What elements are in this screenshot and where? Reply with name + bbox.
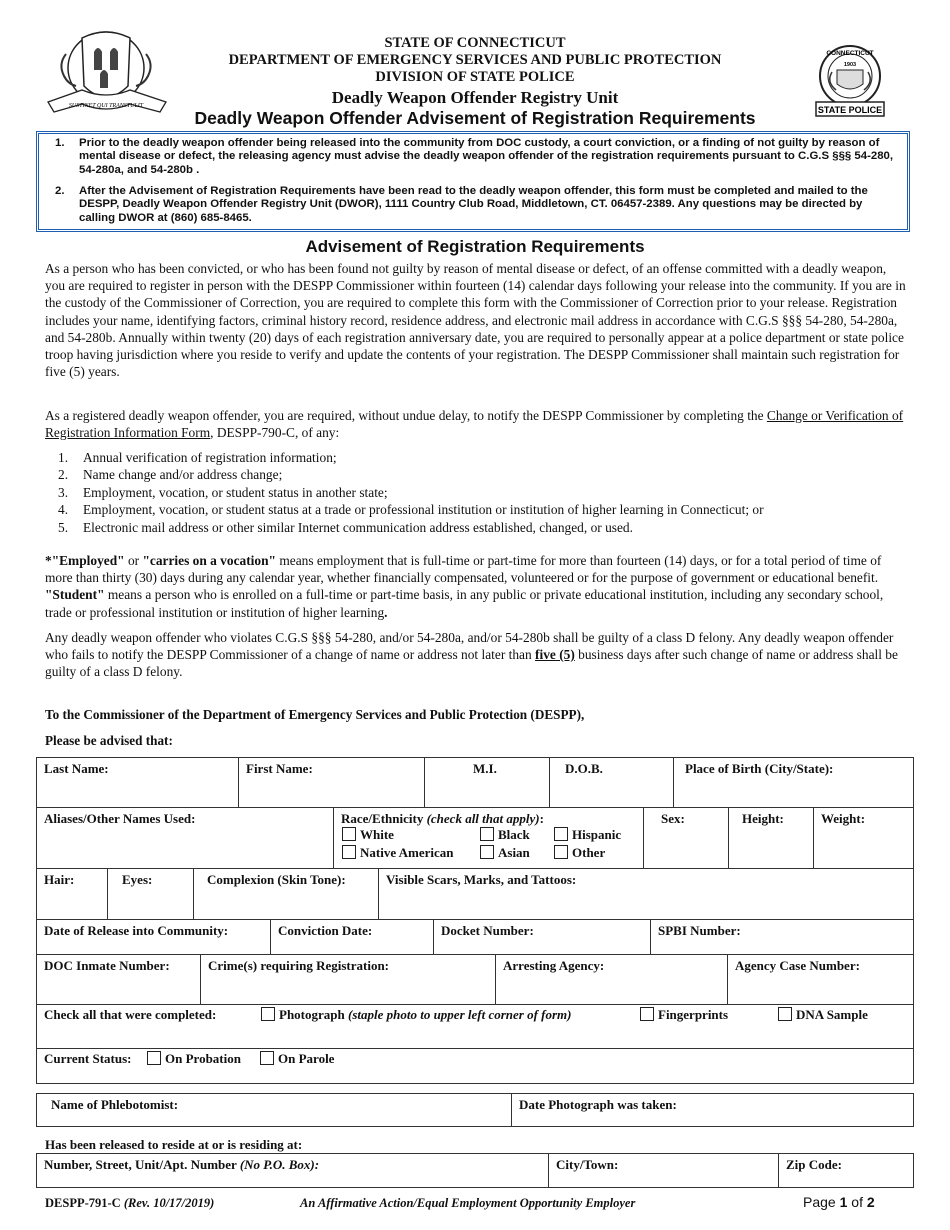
form-id-text: DESPP-791-C bbox=[45, 1196, 121, 1210]
crimes-field[interactable] bbox=[200, 954, 496, 1005]
list-number: 5. bbox=[58, 519, 69, 535]
photo-date-label: Date Photograph was taken: bbox=[519, 1097, 677, 1112]
page-word: Page bbox=[803, 1194, 840, 1210]
list-item bbox=[58, 466, 918, 483]
dob-field[interactable] bbox=[549, 757, 674, 808]
first-name-field[interactable] bbox=[238, 757, 425, 808]
dna-label: DNA Sample bbox=[796, 1007, 868, 1022]
black-checkbox[interactable] bbox=[480, 827, 494, 841]
race-hint: (check all that apply) bbox=[426, 811, 540, 826]
zip-code-field[interactable] bbox=[778, 1153, 914, 1188]
or-text: or bbox=[124, 553, 143, 568]
conviction-date-label: Conviction Date: bbox=[278, 923, 373, 938]
definitions-paragraph bbox=[45, 552, 907, 621]
list-item bbox=[58, 449, 918, 466]
header-division: DIVISION OF STATE POLICE bbox=[375, 69, 575, 85]
conviction-date-field[interactable] bbox=[270, 919, 434, 955]
form-title: Deadly Weapon Offender Advisement of Registration Requirements bbox=[194, 108, 756, 128]
penalty-text: Any deadly weapon offender who violates C.G.S §§§ 54-280, and/or 54-280a, and/or 54-280b shall be guilty of a class D felony. Any deadly weapon offender who fails to notify the DESPP Commissioner of a change of name or address not later than bbox=[45, 630, 894, 663]
middle-initial-field[interactable] bbox=[424, 757, 550, 808]
paragraph-2-text: As a registered deadly weapon offender, you are required, without undue delay, to notify the DESPP Commissioner by completing the bbox=[45, 408, 767, 423]
probation-option[interactable] bbox=[147, 1051, 241, 1067]
left-seal-motto: SUSTINET QUI TRANSTULIT bbox=[68, 103, 144, 109]
dna-checkbox[interactable] bbox=[778, 1007, 792, 1021]
probation-label: On Probation bbox=[165, 1051, 241, 1066]
aliases-label: Aliases/Other Names Used: bbox=[44, 811, 196, 826]
connecticut-state-seal bbox=[44, 24, 170, 120]
to-commissioner-line: To the Commissioner of the Department of Emergency Services and Public Protection (DESPP), bbox=[45, 707, 585, 722]
photograph-hint: (staple photo to upper left corner of form) bbox=[347, 1007, 572, 1022]
sex-field[interactable] bbox=[643, 807, 729, 869]
student-term: "Student" bbox=[45, 587, 105, 603]
employed-term: *"Employed" bbox=[45, 553, 125, 568]
eyes-field[interactable] bbox=[107, 868, 194, 920]
docket-number-field[interactable] bbox=[433, 919, 651, 955]
right-seal-bottom-text: STATE POLICE bbox=[817, 105, 883, 115]
city-town-field[interactable] bbox=[548, 1153, 779, 1188]
complexion-label: Complexion (Skin Tone): bbox=[207, 872, 346, 887]
arresting-agency-field[interactable] bbox=[495, 954, 728, 1005]
instruction-number: 2. bbox=[55, 185, 65, 197]
weight-field[interactable] bbox=[813, 807, 914, 869]
five-days-emphasis: five (5) bbox=[535, 647, 575, 663]
aliases-field[interactable] bbox=[36, 807, 334, 869]
page-of: of bbox=[847, 1194, 867, 1210]
probation-checkbox[interactable] bbox=[147, 1051, 161, 1065]
header-department: DEPARTMENT OF EMERGENCY SERVICES AND PUBLIC PROTECTION bbox=[228, 52, 722, 68]
list-text: Electronic mail address or other similar Internet communication address established, changed, or used. bbox=[83, 519, 633, 535]
release-date-label: Date of Release into Community: bbox=[44, 923, 229, 938]
release-date-field[interactable] bbox=[36, 919, 271, 955]
list-text: Employment, vocation, or student status at a trade or professional institution or institution of higher learning in Connecticut; or bbox=[83, 502, 764, 518]
race-asian-option[interactable] bbox=[480, 845, 530, 861]
fingerprints-checkbox[interactable] bbox=[640, 1007, 654, 1021]
list-text: Employment, vocation, or student status in another state; bbox=[83, 484, 388, 500]
parole-label: On Parole bbox=[278, 1051, 335, 1066]
eyes-label: Eyes: bbox=[122, 872, 153, 887]
student-definition: means a person who is enrolled on a full-time or part-time basis, in any public or private educational institution, including any secondary school, trade or professional institution or institution of higher learning bbox=[45, 587, 884, 620]
arresting-label: Arresting Agency: bbox=[503, 958, 605, 973]
doc-inmate-label: DOC Inmate Number: bbox=[44, 958, 170, 973]
dob-label: D.O.B. bbox=[565, 761, 603, 776]
instruction-text: After the Advisement of Registration Requirements have been read to the deadly weapon offender, this form must be completed and mailed to the DESPP, Deadly Weapon Offender Registry Unit (DWOR), 1111 Country Club Road, Middletown, CT. 06457-2389. Any questions may be directed by calling DWOR at (860) 685-8465. bbox=[79, 185, 868, 224]
eeo-statement: An Affirmative Action/Equal Employment Opportunity Employer bbox=[300, 1196, 636, 1210]
hair-label: Hair: bbox=[44, 872, 75, 887]
advisement-paragraph-1: As a person who has been convicted, or who has been found not guilty by reason of mental disease or defect, of an offense committed with a deadly weapon, you are required to register in person with the DESPP Commissioner within fourteen (14) calendar days following your release into the community. If you are in the custody of the Commissioner of Correction, you are required to complete this form with the Commissioner of Correction prior to your release. Registration includes your name, identifying factors, criminal history record, residence address, and electronic mail address in accordance with C.G.S §§§ 54-280, 54-280a, and 54-280b. Annually within twenty (20) days of each registration anniversary date, you are required to personally appear at a police department or state police troop having jurisdiction where you reside to verify and update the contents of your registration. The DESPP Commissioner shall maintain such registration for five (5) years. bbox=[45, 261, 906, 380]
complexion-field[interactable] bbox=[193, 868, 379, 920]
hispanic-label: Hispanic bbox=[572, 827, 622, 842]
native-american-checkbox[interactable] bbox=[342, 845, 356, 859]
current-status-label: Current Status: bbox=[44, 1051, 132, 1066]
hispanic-checkbox[interactable] bbox=[554, 827, 568, 841]
height-label: Height: bbox=[742, 811, 784, 826]
page-number: 1 bbox=[839, 1194, 848, 1210]
race-black-option[interactable] bbox=[480, 827, 530, 843]
dna-option[interactable] bbox=[778, 1007, 868, 1023]
list-number: 2. bbox=[58, 467, 69, 483]
weight-label: Weight: bbox=[821, 811, 866, 826]
scars-marks-tattoos-field[interactable] bbox=[378, 868, 914, 920]
last-name-label: Last Name: bbox=[44, 761, 109, 776]
race-white-option[interactable] bbox=[342, 827, 394, 843]
race-colon: : bbox=[539, 811, 544, 826]
spbi-label: SPBI Number: bbox=[658, 923, 741, 938]
list-item bbox=[58, 501, 918, 518]
advisement-paragraph-2 bbox=[45, 407, 907, 441]
photo-date-field[interactable] bbox=[511, 1093, 914, 1127]
native-american-label: Native American bbox=[360, 845, 454, 860]
street-label-text: Number, Street, Unit/Apt. Number bbox=[44, 1157, 240, 1172]
race-label-text: Race/Ethnicity bbox=[341, 811, 427, 826]
penalty-text-end: business days after such change of name or address shall be guilty of a class D felony. bbox=[45, 647, 898, 680]
instructions-box bbox=[36, 131, 910, 232]
list-item bbox=[58, 519, 918, 536]
list-item bbox=[58, 484, 918, 501]
parole-option[interactable] bbox=[260, 1051, 334, 1067]
white-label: White bbox=[360, 827, 394, 842]
race-native-option[interactable] bbox=[342, 845, 454, 861]
list-number: 3. bbox=[58, 484, 69, 500]
asian-label: Asian bbox=[498, 845, 530, 860]
sex-label: Sex: bbox=[661, 811, 685, 826]
completed-checks-row bbox=[36, 1004, 914, 1049]
right-seal-top-text: CONNECTICUT bbox=[826, 50, 874, 57]
doc-inmate-number-field[interactable] bbox=[36, 954, 201, 1005]
first-name-label: First Name: bbox=[246, 761, 313, 776]
definition-period: . bbox=[384, 604, 388, 620]
mi-label: M.I. bbox=[473, 761, 497, 776]
check-all-label: Check all that were completed: bbox=[44, 1007, 217, 1022]
header-state: STATE OF CONNECTICUT bbox=[384, 35, 566, 51]
place-of-birth-label: Place of Birth (City/State): bbox=[685, 761, 834, 776]
hair-field[interactable] bbox=[36, 868, 108, 920]
list-text: Annual verification of registration information; bbox=[83, 450, 337, 465]
place-of-birth-field[interactable] bbox=[673, 757, 914, 808]
header-unit: Deadly Weapon Offender Registry Unit bbox=[331, 88, 619, 107]
vocation-term: "carries on a vocation" bbox=[142, 553, 276, 568]
page-total: 2 bbox=[866, 1194, 875, 1210]
photograph-checkbox[interactable] bbox=[261, 1007, 275, 1021]
photograph-option[interactable] bbox=[261, 1007, 572, 1023]
revision-date: (Rev. 10/17/2019) bbox=[123, 1196, 215, 1210]
list-number: 4. bbox=[58, 502, 69, 518]
released-to-label: Has been released to reside at or is residing at: bbox=[45, 1137, 303, 1152]
page-indicator bbox=[803, 1194, 875, 1210]
last-name-field[interactable] bbox=[36, 757, 239, 808]
instruction-number: 1. bbox=[55, 137, 65, 149]
employment-definition: means employment that is full-time or part-time for more than fourteen (14) days, or for a total period of time of more than thirty (30) days during any calendar year, whether financially compensated, volunteered or for the purpose of government or educational benefit. bbox=[45, 553, 882, 586]
agency-case-label: Agency Case Number: bbox=[735, 958, 860, 973]
race-label bbox=[341, 811, 544, 827]
other-label: Other bbox=[572, 845, 606, 860]
right-seal-year: 1903 bbox=[843, 62, 857, 68]
list-text: Name change and/or address change; bbox=[83, 467, 283, 483]
scars-label: Visible Scars, Marks, and Tattoos: bbox=[386, 872, 577, 887]
race-other-option[interactable] bbox=[554, 845, 605, 861]
photograph-label: Photograph bbox=[279, 1007, 348, 1022]
list-number: 1. bbox=[58, 450, 69, 465]
docket-label: Docket Number: bbox=[441, 923, 534, 938]
phlebotomist-field[interactable] bbox=[36, 1093, 512, 1127]
fingerprints-option[interactable] bbox=[640, 1007, 728, 1023]
advisement-title: Advisement of Registration Requirements bbox=[305, 237, 645, 256]
agency-case-number-field[interactable] bbox=[727, 954, 914, 1005]
city-label: City/Town: bbox=[556, 1157, 619, 1172]
current-status-row bbox=[36, 1048, 914, 1084]
paragraph-2-text-end: , DESPP-790-C, of any: bbox=[210, 425, 340, 441]
notification-list bbox=[58, 449, 918, 536]
parole-checkbox[interactable] bbox=[260, 1051, 274, 1065]
fingerprints-label: Fingerprints bbox=[658, 1007, 729, 1022]
asian-checkbox[interactable] bbox=[480, 845, 494, 859]
white-checkbox[interactable] bbox=[342, 827, 356, 841]
height-field[interactable] bbox=[728, 807, 814, 869]
form-id bbox=[45, 1196, 214, 1211]
spbi-number-field[interactable] bbox=[650, 919, 914, 955]
black-label: Black bbox=[498, 827, 530, 842]
penalty-paragraph bbox=[45, 629, 907, 681]
race-ethnicity-field bbox=[333, 807, 644, 869]
zip-label: Zip Code: bbox=[786, 1157, 842, 1172]
street-label bbox=[44, 1157, 319, 1173]
street-address-field[interactable] bbox=[36, 1153, 549, 1188]
crimes-label: Crime(s) requiring Registration: bbox=[208, 958, 390, 973]
street-hint: (No P.O. Box): bbox=[239, 1157, 320, 1172]
other-checkbox[interactable] bbox=[554, 845, 568, 859]
race-hispanic-option[interactable] bbox=[554, 827, 621, 843]
change-form-link[interactable]: Change or Verification of Registration Information Form bbox=[45, 408, 904, 441]
instruction-text: Prior to the deadly weapon offender being released into the community from DOC custody, a court conviction, or a finding of not guilty by reason of mental disease or defect, the releasing agency must advise the deadly weapon offender of the registration requirements pursuant to C.G.S §§§ 54-280, 54-280a, and 54-280b . bbox=[79, 137, 894, 176]
phlebotomist-label: Name of Phlebotomist: bbox=[51, 1097, 179, 1112]
please-be-advised-line: Please be advised that: bbox=[45, 733, 173, 748]
